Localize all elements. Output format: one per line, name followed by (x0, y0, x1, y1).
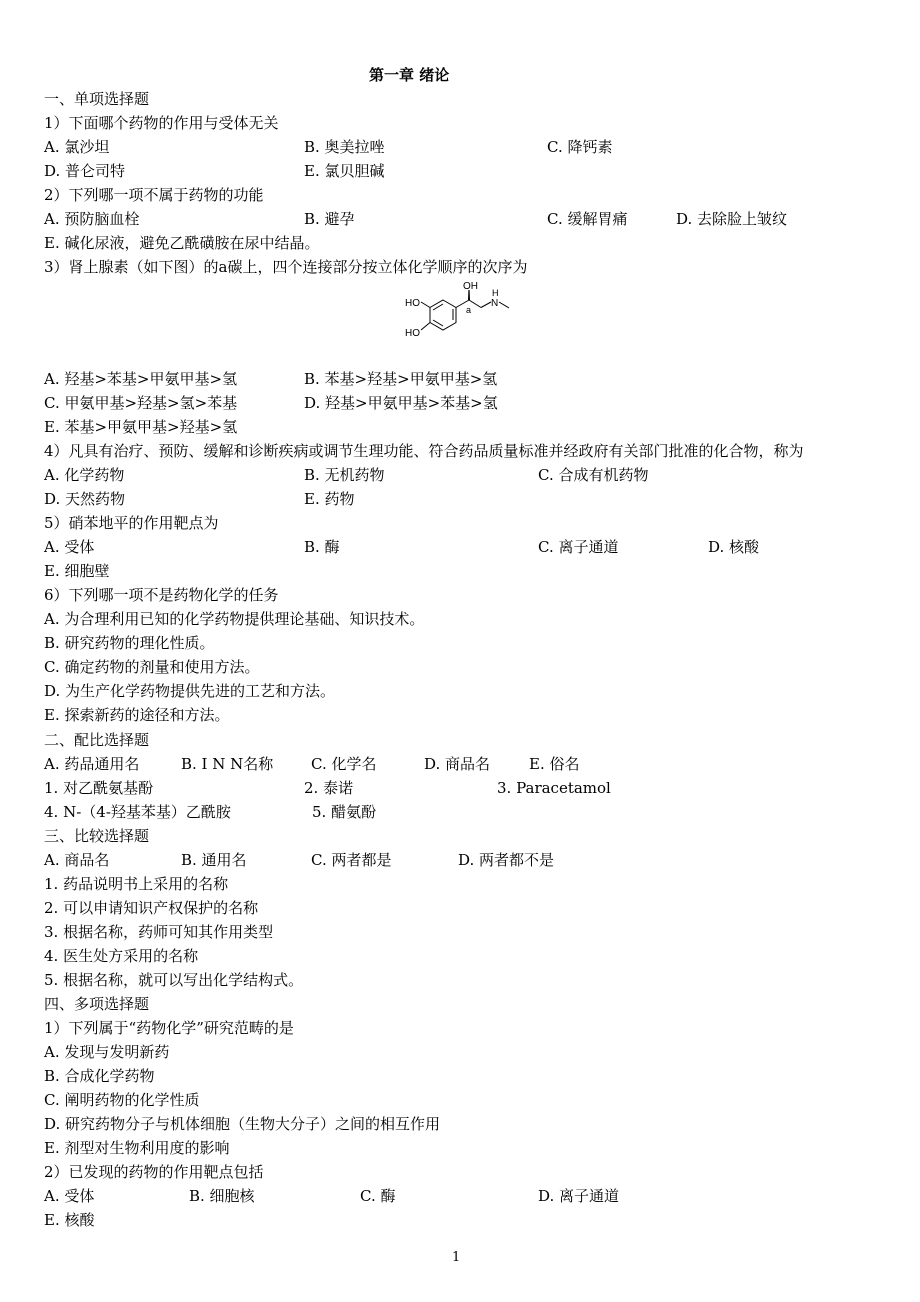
text-line: 1）下面哪个药物的作用与受体无关 (44, 114, 279, 132)
text-line: D. 为生产化学药物提供先进的工艺和方法。 (44, 682, 336, 700)
option-item: E. 药物 (304, 490, 355, 508)
option-item: B. 细胞核 (189, 1187, 255, 1205)
option-item: 3. Paracetamol (497, 779, 611, 797)
text-line: 1）下列属于“药物化学”研究范畴的是 (44, 1019, 294, 1037)
option-item: C. 合成有机药物 (538, 466, 649, 484)
option-item: D. 羟基>甲氨甲基>苯基>氢 (304, 394, 498, 412)
text-line: E. 碱化尿液，避免乙酰磺胺在尿中结晶。 (44, 234, 320, 252)
option-item: D. 去除脸上皱纹 (676, 210, 788, 228)
text-line: C. 阐明药物的化学性质 (44, 1091, 200, 1109)
option-item: D. 两者都不是 (458, 851, 555, 869)
text-line: 2. 可以申请知识产权保护的名称 (44, 899, 259, 917)
text-line: E. 剂型对生物利用度的影响 (44, 1139, 230, 1157)
text-line: 4. 医生处方采用的名称 (44, 947, 199, 965)
option-item: D. 商品名 (424, 755, 491, 773)
option-item: C. 缓解胃痛 (547, 210, 628, 228)
text-line: 2）已发现的药物的作用靶点包括 (44, 1163, 264, 1181)
option-item: A. 氯沙坦 (44, 138, 110, 156)
option-item: C. 降钙素 (547, 138, 613, 156)
option-item: A. 羟基>苯基>甲氨甲基>氢 (44, 370, 238, 388)
option-item: 1. 对乙酰氨基酚 (44, 779, 154, 797)
text-line: 5. 根据名称，就可以写出化学结构式。 (44, 971, 304, 989)
text-line: 2）下列哪一项不属于药物的功能 (44, 186, 264, 204)
text-line: E. 苯基>甲氨甲基>羟基>氢 (44, 418, 238, 436)
option-item: B. 酶 (304, 538, 340, 556)
option-item: C. 离子通道 (538, 538, 619, 556)
option-item: D. 离子通道 (538, 1187, 620, 1205)
option-item: D. 天然药物 (44, 490, 126, 508)
option-item: B. I N N名称 (181, 755, 274, 773)
alpha-carbon-label: a (466, 305, 472, 315)
option-item: A. 药品通用名 (44, 755, 140, 773)
option-item: 4. N-（4-羟基苯基）乙酰胺 (44, 803, 231, 821)
text-line: B. 合成化学药物 (44, 1067, 155, 1085)
text-line: B. 研究药物的理化性质。 (44, 634, 215, 652)
text-line: 三、比较选择题 (44, 827, 150, 845)
option-item: 5. 醋氨酚 (312, 803, 377, 821)
option-item: D. 普仑司特 (44, 162, 126, 180)
text-line: 5）硝苯地平的作用靶点为 (44, 514, 219, 532)
text-line: 3. 根据名称，药师可知其作用类型 (44, 923, 274, 941)
option-item: E. 俗名 (529, 755, 580, 773)
option-item: A. 受体 (44, 1187, 95, 1205)
text-line: D. 研究药物分子与机体细胞（生物大分子）之间的相互作用 (44, 1115, 441, 1133)
option-item: 2. 泰诺 (304, 779, 354, 797)
text-line: 一、单项选择题 (44, 90, 150, 108)
text-line: C. 确定药物的剂量和使用方法。 (44, 658, 260, 676)
option-item: A. 受体 (44, 538, 95, 556)
option-item: D. 核酸 (708, 538, 760, 556)
option-item: C. 甲氨甲基>羟基>氢>苯基 (44, 394, 238, 412)
hydroxyl-label: HO (405, 298, 420, 309)
option-item: A. 预防脑血栓 (44, 210, 140, 228)
option-item: B. 通用名 (181, 851, 247, 869)
option-item: B. 无机药物 (304, 466, 385, 484)
option-item: C. 酶 (360, 1187, 396, 1205)
text-line: 4）凡具有治疗、预防、缓解和诊断疾病或调节生理功能、符合药品质量标准并经政府有关部门批准的化合物，称为 (44, 442, 804, 460)
option-item: B. 避孕 (304, 210, 355, 228)
text-line: 二、配比选择题 (44, 731, 150, 749)
epinephrine-structure (395, 280, 535, 350)
option-item: C. 两者都是 (311, 851, 392, 869)
chapter-title: 第一章 绪论 (369, 66, 450, 84)
option-item: A. 商品名 (44, 851, 110, 869)
option-item: A. 化学药物 (44, 466, 125, 484)
option-item: B. 苯基>羟基>甲氨甲基>氢 (304, 370, 498, 388)
nitrogen-label: N (491, 298, 499, 309)
text-line: E. 探索新药的途径和方法。 (44, 706, 230, 724)
text-line: E. 细胞壁 (44, 562, 110, 580)
option-item: B. 奥美拉唑 (304, 138, 385, 156)
text-line: E. 核酸 (44, 1211, 95, 1229)
text-line: 6）下列哪一项不是药物化学的任务 (44, 586, 279, 604)
text-line: A. 发现与发明新药 (44, 1043, 170, 1061)
text-line: A. 为合理利用已知的化学药物提供理论基础、知识技术。 (44, 610, 425, 628)
page-number: 1 (452, 1250, 461, 1265)
text-line: 1. 药品说明书上采用的名称 (44, 875, 229, 893)
hydroxyl-label: OH (463, 281, 478, 292)
option-item: E. 氯贝胆碱 (304, 162, 385, 180)
hydroxyl-label: HO (405, 328, 420, 339)
hydrogen-label: H (492, 288, 499, 298)
text-line: 3）肾上腺素（如下图）的a碳上，四个连接部分按立体化学顺序的次序为 (44, 258, 528, 276)
text-line: 四、多项选择题 (44, 995, 150, 1013)
option-item: C. 化学名 (311, 755, 377, 773)
